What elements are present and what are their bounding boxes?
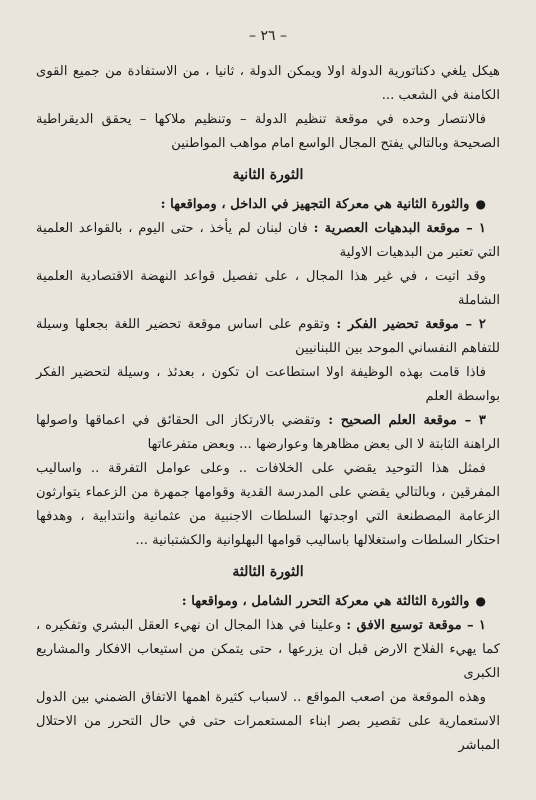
second-revolution-intro xyxy=(36,192,500,217)
item-preparing-thought-followup: فاذا قامت بهذه الوظيفة اولا استطاعت ان تكون ، بعدئذ ، وسيلة لتحضير الفكر بواسطة العلم xyxy=(36,365,500,404)
item-modern-axioms-followup: وقد اتيت ، في غير هذا المجال ، على تفصيل قواعد النهضة الاقتصادية العلمية الشاملة xyxy=(36,269,500,308)
bullet-icon: ● xyxy=(475,197,486,211)
item-label: ٣ – موقعة العلم الصحيح : xyxy=(328,413,486,428)
item-broadening-horizon-followup: وهذه الموقعة من اصعب المواقع .. لاسباب كثيرة اهمها الاتفاق الضمني بين الدول الاستعمارية على تقصير بصر ابناء المستعمرات حتى في حال التحرر من الاحتلال المباشر xyxy=(36,690,500,753)
paragraph-hierarchy: هيكل يلغي دكتاتورية الدولة اولا ويمكن الدولة ، ثانيا ، من الاستفادة من جميع القوى الكامنة في الشعب ... xyxy=(36,64,500,103)
item-true-science xyxy=(36,409,500,457)
item-preparing-thought xyxy=(36,313,500,361)
item-label: ٢ – موقعة تحضير الفكر : xyxy=(336,317,486,332)
page-number: – ٢٦ – xyxy=(249,28,287,44)
third-revolution-intro xyxy=(36,589,500,614)
item-text: وعلينا في هذا المجال ان نهيء العقل البشري وتفكيره ، كما يهيء الفلاح الارض قبل ان يزرعها ، حتى يتمكن من استيعاب الافكار والمشاريع الكبرى xyxy=(36,618,500,681)
item-text: فان لبنان لم يأخذ ، حتى اليوم ، بالقواعد العلمية التي تعتبر من البدهيات الاولية xyxy=(36,221,500,260)
paragraph-unification: فمثل هذا التوحيد يقضي على الخلافات .. وعلى عوامل التفرقة .. واساليب المفرقين ، وبالتالي يقضي على المدرسة القدية وقوامها جمهرة من الزعماء يتوارثون الزعامة المصطنعة التي اوجدتها السلطات الاجنبية من عثمانية وانتدابية ، وهدفها احتكار السلطات واستغلالها باساليب قوامها البهلوانية والكشتبانية ... xyxy=(36,461,500,548)
paragraph-victory: فالانتصار وحده في موقعة تنظيم الدولة – وتنظيم ملاكها – يحقق الديقراطية الصحيحة وبالتالي يفتح المجال الواسع امام مواهب المواطنين xyxy=(36,112,500,151)
item-broadening-horizon xyxy=(36,614,500,686)
item-modern-axioms xyxy=(36,217,500,265)
section-title-third-revolution: الثورة الثالثة xyxy=(232,564,304,580)
intro-text: والثورة الثالثة هي معركة التحرر الشامل ، ومواقعها : xyxy=(181,594,470,609)
item-text: وتقضي بالارتكاز الى الحقائق في اعماقها واصولها الراهنة الثابتة لا الى بعض مظاهرها وعوارضها ... وبعض متفرعاتها xyxy=(36,413,500,452)
item-label: ١ – موقعة توسيع الافق : xyxy=(346,618,486,633)
section-title-second-revolution: الثورة الثانية xyxy=(232,167,304,183)
item-text: وتقوم على اساس موقعة تحضير اللغة بجعلها وسيلة للتفاهم النفساني الموحد بين اللبنانيين xyxy=(36,317,500,356)
intro-text: والثورة الثانية هي معركة التجهيز في الداخل ، ومواقعها : xyxy=(160,197,470,212)
item-label: ١ – موقعة البدهيات العصرية : xyxy=(313,221,486,236)
bullet-icon: ● xyxy=(475,594,486,608)
